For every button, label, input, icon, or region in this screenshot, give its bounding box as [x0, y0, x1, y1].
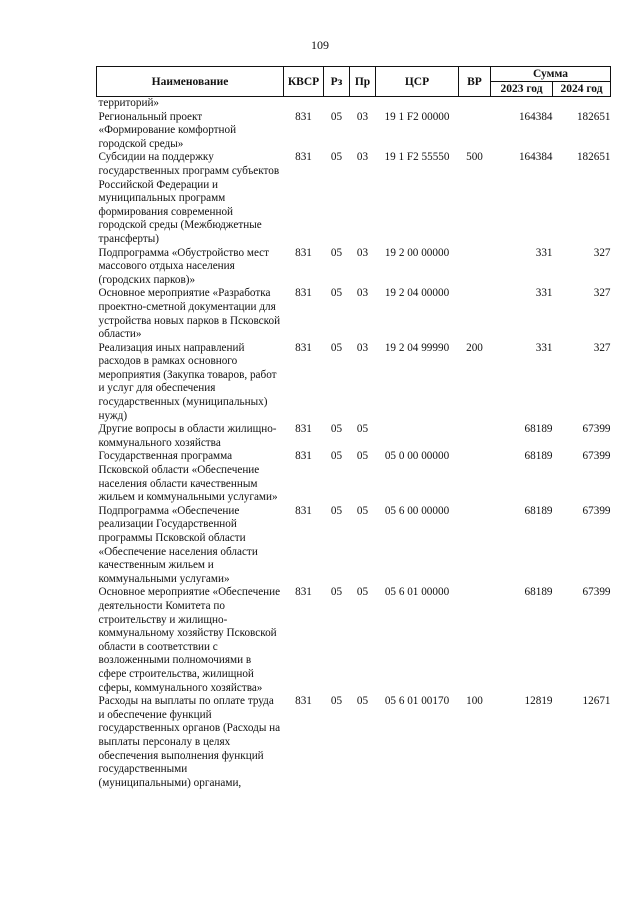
cell-pr: 05 — [356, 423, 369, 436]
header-name: Наименование — [97, 67, 284, 97]
cell-kvsr: 831 — [295, 586, 312, 599]
cell-vr: 100 — [466, 695, 483, 708]
budget-table — [96, 66, 611, 790]
cell-kvsr: 831 — [295, 695, 312, 708]
cell-vr — [459, 423, 491, 450]
cell-pr: 05 — [356, 586, 369, 599]
cell-pr: 05 — [356, 504, 369, 517]
cell-vr — [459, 505, 491, 587]
table-body — [97, 97, 611, 791]
cell-2024: 12671 — [582, 695, 611, 708]
table-row — [97, 247, 611, 288]
cell-2024: 67399 — [582, 586, 611, 599]
cell-2024: 67399 — [582, 504, 611, 517]
cell-kvsr: 831 — [295, 151, 312, 164]
cell-rz: 05 — [330, 586, 343, 599]
cell-2023: 164384 — [518, 110, 553, 123]
cell-vr — [459, 247, 491, 288]
cell-kvsr — [284, 97, 324, 111]
cell-rz: 05 — [330, 287, 343, 300]
cell-name: Государственная программа Псковской области «Обеспечение населения области качественным жильем и коммунальными услугами» — [98, 450, 278, 504]
cell-vr — [459, 287, 491, 341]
cell-vr: 500 — [466, 151, 483, 164]
cell-csr: 05 0 00 00000 — [384, 450, 450, 463]
cell-pr: 05 — [356, 695, 369, 708]
cell-pr: 03 — [356, 151, 369, 164]
cell-vr — [459, 97, 491, 111]
cell-name: Субсидии на поддержку государственных программ субъектов Российской Федерации и муниципальных программ формирования современной городской среды (Межбюджетные трансферты) — [98, 151, 280, 245]
header-kvsr: КВСР — [284, 67, 324, 97]
cell-name: Основное мероприятие «Разработка проектно-сметной документации для устройства новых парков в Псковской области» — [98, 287, 281, 341]
cell-2024: 327 — [593, 341, 611, 354]
cell-2024: 67399 — [582, 450, 611, 463]
cell-kvsr: 831 — [295, 110, 312, 123]
cell-kvsr: 831 — [295, 504, 312, 517]
table-row — [97, 97, 611, 111]
cell-csr: 05 6 01 00000 — [384, 586, 450, 599]
header-rz: Рз — [324, 67, 350, 97]
cell-2023: 331 — [535, 341, 553, 354]
cell-2024: 327 — [593, 246, 611, 259]
cell-2023 — [491, 97, 553, 111]
cell-pr: 03 — [356, 287, 369, 300]
cell-name: Другие вопросы в области жилищно-коммунального хозяйства — [98, 423, 277, 449]
cell-kvsr: 831 — [295, 246, 312, 259]
cell-pr — [350, 97, 376, 111]
cell-vr: 200 — [466, 341, 483, 354]
cell-2023: 68189 — [524, 586, 553, 599]
cell-rz: 05 — [330, 151, 343, 164]
cell-csr: 19 2 04 00000 — [384, 287, 450, 300]
cell-pr: 03 — [356, 110, 369, 123]
cell-csr: 05 6 01 00170 — [384, 695, 450, 708]
cell-vr — [459, 586, 491, 695]
cell-rz: 05 — [330, 341, 343, 354]
cell-2024: 182651 — [576, 110, 611, 123]
cell-name: Подпрограмма «Обустройство мест массового отдыха населения (городских парков)» — [98, 246, 270, 286]
cell-csr: 19 2 00 00000 — [384, 246, 450, 259]
header-2023: 2023 год — [491, 82, 553, 97]
cell-rz: 05 — [330, 246, 343, 259]
cell-2023: 12819 — [524, 695, 553, 708]
cell-name: Основное мероприятие «Обеспечение деятельности Комитета по строительству и жилищно-коммунальному хозяйству Псковской области в соответствии с возложенными полномочиями в сфере строительства, жилищной сферы, коммунального хозяйства» — [98, 586, 281, 694]
cell-pr: 03 — [356, 246, 369, 259]
table-row — [97, 450, 611, 504]
cell-rz: 05 — [330, 695, 343, 708]
cell-csr: 19 1 F2 55550 — [384, 151, 450, 164]
table-row — [97, 151, 611, 246]
cell-rz — [324, 97, 350, 111]
cell-csr — [376, 97, 459, 111]
cell-pr: 03 — [356, 341, 369, 354]
header-csr: ЦСР — [376, 67, 459, 97]
cell-2024: 327 — [593, 287, 611, 300]
cell-kvsr: 831 — [295, 423, 312, 436]
cell-vr — [459, 450, 491, 504]
cell-csr: 05 6 00 00000 — [384, 504, 450, 517]
table-row — [97, 586, 611, 695]
table-header — [97, 67, 611, 97]
table-row — [97, 695, 611, 790]
cell-2024: 182651 — [576, 151, 611, 164]
cell-2023: 68189 — [524, 450, 553, 463]
cell-rz: 05 — [330, 110, 343, 123]
cell-vr — [459, 111, 491, 152]
table-row — [97, 111, 611, 152]
cell-kvsr: 831 — [295, 287, 312, 300]
header-sum: Сумма — [491, 67, 611, 82]
cell-csr — [376, 423, 459, 450]
page-number: 109 — [311, 38, 329, 52]
cell-2024: 67399 — [582, 423, 611, 436]
table-row — [97, 423, 611, 450]
cell-rz: 05 — [330, 504, 343, 517]
table-row — [97, 287, 611, 341]
header-vr: ВР — [459, 67, 491, 97]
cell-2023: 68189 — [524, 423, 553, 436]
cell-rz: 05 — [330, 423, 343, 436]
cell-name: Региональный проект «Формирование комфортной городской среды» — [98, 110, 237, 150]
cell-2023: 68189 — [524, 504, 553, 517]
table-row — [97, 505, 611, 587]
cell-2023: 164384 — [518, 151, 553, 164]
cell-2023: 331 — [535, 246, 553, 259]
cell-name: Подпрограмма «Обеспечение реализации Государственной программы Псковской области «Обеспечение населения области качественным жильем и коммунальными услугами» — [98, 504, 258, 585]
cell-2023: 331 — [535, 287, 553, 300]
cell-csr: 19 2 04 99990 — [384, 341, 450, 354]
cell-name: Расходы на выплаты по оплате труда и обеспечение функций государственных органов (Расходы на выплаты персоналу в целях обеспечения выполнения функций государственными (муниципальными) органами, — [98, 695, 281, 789]
table-row — [97, 342, 611, 424]
cell-rz: 05 — [330, 450, 343, 463]
cell-name: территорий» — [98, 97, 160, 109]
cell-pr: 05 — [356, 450, 369, 463]
cell-kvsr: 831 — [295, 450, 312, 463]
cell-2024 — [553, 97, 611, 111]
cell-csr: 19 1 F2 00000 — [384, 110, 450, 123]
cell-kvsr: 831 — [295, 341, 312, 354]
header-pr: Пр — [350, 67, 376, 97]
header-2024: 2024 год — [553, 82, 611, 97]
cell-name: Реализация иных направлений расходов в рамках основного мероприятия (Закупка товаров, работ и услуг для обеспечения государственных (муниципальных) нужд) — [98, 341, 277, 422]
